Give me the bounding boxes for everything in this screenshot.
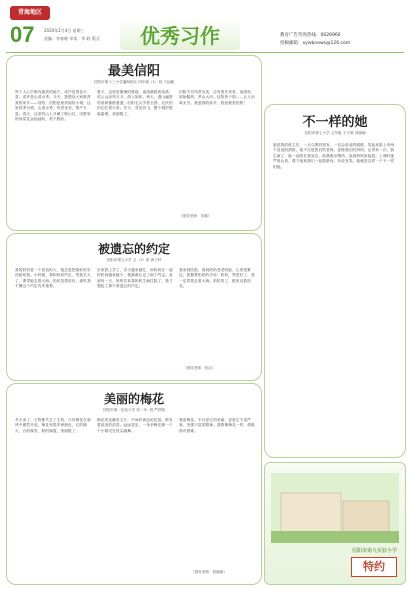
article-different-her <box>264 104 406 458</box>
article-column-1: 每个人心中都有最美的地方，或许是国色天香，或许是山清水秀。今天，我想向大家推荐我的家乡——信阳。信阳是座美丽的小城，这里四季分明，山清水秀，风景优美，物产丰富。春天，这里的山上开满了映山红，田野里的油菜花金灿灿的，美不胜收。 <box>15 90 91 122</box>
article-column-2: 梅花的花瓣有五片，中间有黄色的花蕊，散发着淡淡的清香。远远望去，一朵朵梅花像一个个小精灵在枝头跳舞。 <box>97 418 173 433</box>
date-line: 2020年2月4日 星期三 <box>44 28 85 33</box>
editor-line: 责编：李春晓 审读：华 联 版式 <box>44 36 100 41</box>
article-column-3: 信阳不仅风景优美，还有很多美食，南湾鱼、固始鹅块、罗山大肉、信阳热干面……让人回味无穷。我爱我的家乡，我爱最美信阳！ <box>179 90 255 105</box>
article-column-2: 夏天，这里是避暑的胜地，南湾湖碧波荡漾，鸡公山凉风习习，游人如织。秋天，漫山遍野的茶树郁郁葱葱，信阳毛尖享誉全国，农民伯伯们忙着丰收。冬天，雪花纷飞，整个城市银装素裹，美丽极了。 <box>97 90 173 116</box>
page-header <box>10 6 404 52</box>
article-title: 最美信阳 <box>107 64 160 79</box>
page-number: 07 <box>10 22 35 47</box>
article-column-1: 冬天来了，万物都失去了生机，只有梅花在寒风中傲然开放。梅花有很多种颜色，红的像火，白的像雪，粉的像霞，美丽极了。 <box>15 418 91 433</box>
sponsor-label: 特约 <box>351 557 397 577</box>
article-column-3: 我爱梅花，不仅爱它的美丽，更爱它不畏严寒、坚强不屈的精神。我要像梅花一样，勇敢面对困难。 <box>179 418 255 433</box>
section-banner <box>120 18 240 50</box>
teacher-note: （指导老师：曾晓丽） <box>191 570 227 574</box>
article-forgotten-promise <box>6 233 262 381</box>
school-building-image <box>271 473 399 543</box>
article-body: 她是我的班主任，一头乌黑的短发，一双会说话的眼睛，笑起来脸上有两个浅浅的酒窝。她不仅是我们的老师，更像我们的妈妈。记得有一次，我生病了，她一直陪在我身边，给我倒水喂药，直到妈妈来接我。上课时她严格认真，课下她和我们一起做游戏，有说有笑。她就是这样一个不一样的她。 <box>273 143 395 169</box>
sponsor-box <box>264 462 406 585</box>
article-best-xinyang <box>6 55 262 231</box>
article-byline: 信阳市第十三小学潘海校区 四年级（1）班 于远鹏 <box>93 80 175 84</box>
teacher-note: （指导老师：张洁） <box>183 366 216 370</box>
hotline: 教育广告咨询热线：0626960 <box>280 33 341 38</box>
article-byline: 信阳市第一实验小学 四（3）班 严舒悦 <box>102 408 166 412</box>
article-plum-blossom <box>6 383 262 585</box>
article-column-3: 我来到医院，看到奶奶苍老的脸，心里很难过。我握着奶奶的手说：奶奶，等您好了，我一定带您去看大海。奶奶笑了，眼里闪着泪花。 <box>179 268 255 289</box>
newspaper-logo: 青海地区 <box>10 6 50 20</box>
email: 投稿邮箱：xywbnews@126.com <box>280 41 351 46</box>
article-byline: 信阳市第九小学 五（1）班 黄子轩 <box>106 258 162 262</box>
article-title: 美丽的梅花 <box>103 392 164 406</box>
article-column-2: 后来我上学了，学习越来越忙，和奶奶在一起的时间越来越少，我渐渐忘记了那个约定。直到有一天，妈妈告诉我奶奶生病住院了，我才想起了那个被遗忘的约定。 <box>97 268 173 289</box>
teacher-note: （指导老师：吴瑾） <box>179 214 212 218</box>
sponsor-school: 信阳市第九实验小学 <box>351 548 397 554</box>
article-byline: 信阳市第七小学 五年级 王宇琪 刘晓娴 <box>304 131 366 135</box>
article-column-1: 我的奶奶是一个善良的人，她总是把最好的东西留给我。小时候，我和奶奶约定，等我长大了，要带她去看大海。奶奶笑着说好，那时我不懂这个约定有多重要。 <box>15 268 91 289</box>
section-title: 优秀习作 <box>140 24 220 48</box>
article-title: 不一样的她 <box>302 115 368 130</box>
header-divider <box>6 52 404 53</box>
article-title: 被遗忘的约定 <box>97 242 170 256</box>
